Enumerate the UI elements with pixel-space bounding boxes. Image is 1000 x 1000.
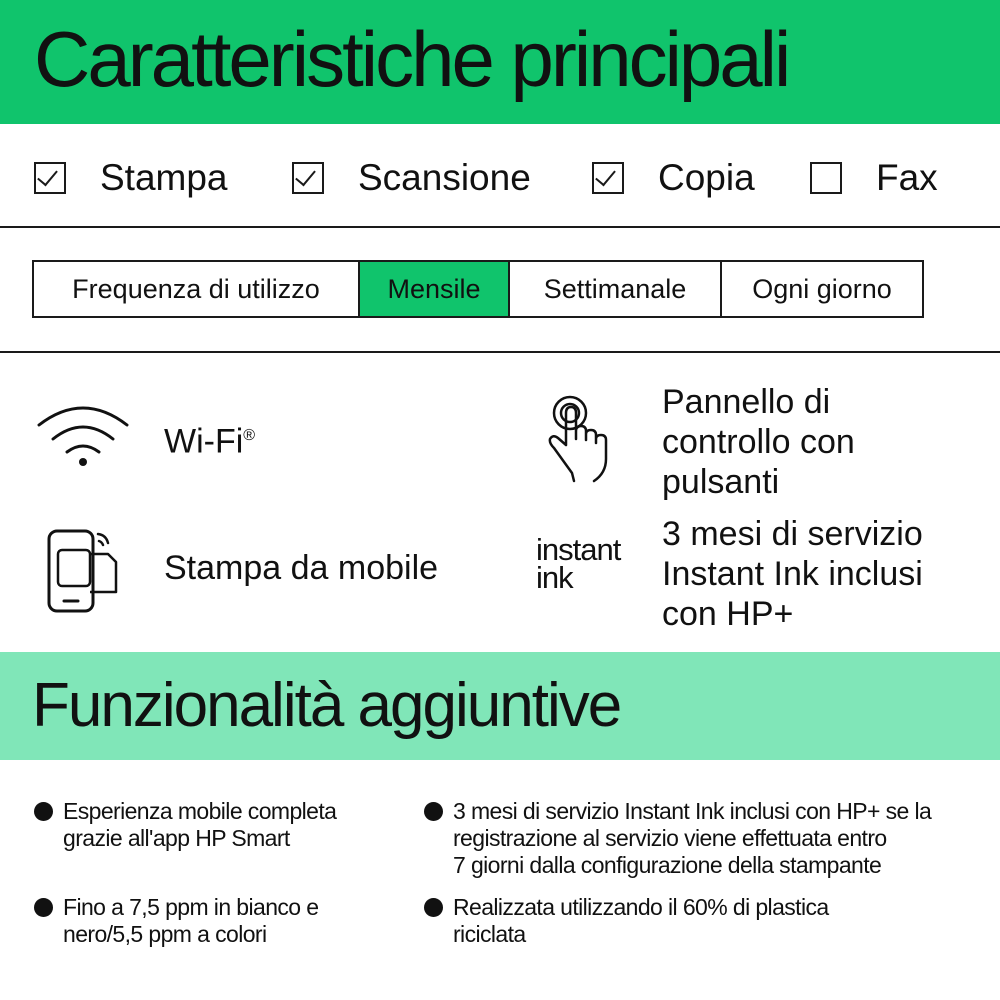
instant-ink-line: con HP+ xyxy=(662,595,794,633)
feature-mobile-print: Stampa da mobile xyxy=(164,549,439,587)
mobile-print-icon xyxy=(46,526,120,614)
additional-features-band xyxy=(0,652,1000,760)
function-label: Stampa xyxy=(100,157,228,198)
list-item xyxy=(424,798,984,879)
instant-ink-logo-line1: instant xyxy=(536,532,621,567)
check-icon xyxy=(37,165,58,187)
bullet-icon xyxy=(34,802,53,821)
bullet-text xyxy=(63,894,318,948)
wifi-label: Wi-Fi xyxy=(164,422,244,461)
checkbox-unchecked xyxy=(810,162,842,194)
instant-ink-line: Instant Ink inclusi xyxy=(662,555,923,593)
control-panel-line: controllo con xyxy=(662,423,855,461)
checkbox-checked xyxy=(292,162,324,194)
function-stampa xyxy=(34,150,228,206)
frequency-option-mensile: Mensile xyxy=(360,262,510,316)
page-title: Caratteristiche principali xyxy=(34,15,789,103)
check-icon xyxy=(595,165,616,187)
check-icon xyxy=(295,165,316,187)
main-header-band xyxy=(0,0,1000,124)
bullet-line: nero/5,5 ppm a colori xyxy=(63,921,267,947)
instant-ink-logo-line2: ink xyxy=(536,560,573,595)
function-label: Fax xyxy=(876,157,938,198)
list-item xyxy=(34,894,394,948)
registered-mark: ® xyxy=(243,427,256,444)
function-label: Scansione xyxy=(358,157,531,198)
list-item xyxy=(34,798,394,852)
checkbox-checked xyxy=(34,162,66,194)
bullet-icon xyxy=(34,898,53,917)
touch-hand-icon xyxy=(548,393,618,483)
bullet-line: registrazione al servizio viene effettuata entro xyxy=(453,825,887,851)
instant-ink-logo xyxy=(536,532,646,595)
bullet-text xyxy=(453,798,931,879)
control-panel-line: Pannello di xyxy=(662,383,831,421)
bullet-line: Esperienza mobile completa xyxy=(63,798,337,824)
bullet-text xyxy=(63,798,336,852)
frequency-option-ogni-giorno: Ogni giorno xyxy=(752,273,892,304)
function-copia xyxy=(592,150,755,206)
functions-row xyxy=(0,150,1000,206)
usage-frequency-table xyxy=(32,260,924,318)
bullet-text xyxy=(453,894,829,948)
bullet-line: grazie all'app HP Smart xyxy=(63,825,290,851)
divider xyxy=(0,351,1000,353)
feature-control-panel xyxy=(662,382,855,502)
instant-ink-line: 3 mesi di servizio xyxy=(662,515,923,553)
wifi-icon xyxy=(36,405,130,467)
bullet-icon xyxy=(424,898,443,917)
additional-features-title: Funzionalità aggiuntive xyxy=(32,671,621,740)
frequency-option-settimanale: Settimanale xyxy=(510,262,722,316)
frequency-label: Frequenza di utilizzo xyxy=(34,262,360,316)
bullet-line: riciclata xyxy=(453,921,526,947)
function-fax xyxy=(810,150,938,206)
list-item xyxy=(424,894,984,948)
feature-instant-ink xyxy=(662,514,923,634)
function-label: Copia xyxy=(658,157,755,198)
bullet-line: Realizzata utilizzando il 60% di plastica xyxy=(453,894,829,920)
feature-wifi xyxy=(164,416,255,461)
divider xyxy=(0,226,1000,228)
bullet-icon xyxy=(424,802,443,821)
control-panel-line: pulsanti xyxy=(662,463,780,501)
bullet-line: 7 giorni dalla configurazione della stampante xyxy=(453,852,882,878)
checkbox-checked xyxy=(592,162,624,194)
function-scansione xyxy=(292,150,531,206)
bullet-line: Fino a 7,5 ppm in bianco e xyxy=(63,894,319,920)
bullet-line: 3 mesi di servizio Instant Ink inclusi con HP+ se la xyxy=(453,798,932,824)
